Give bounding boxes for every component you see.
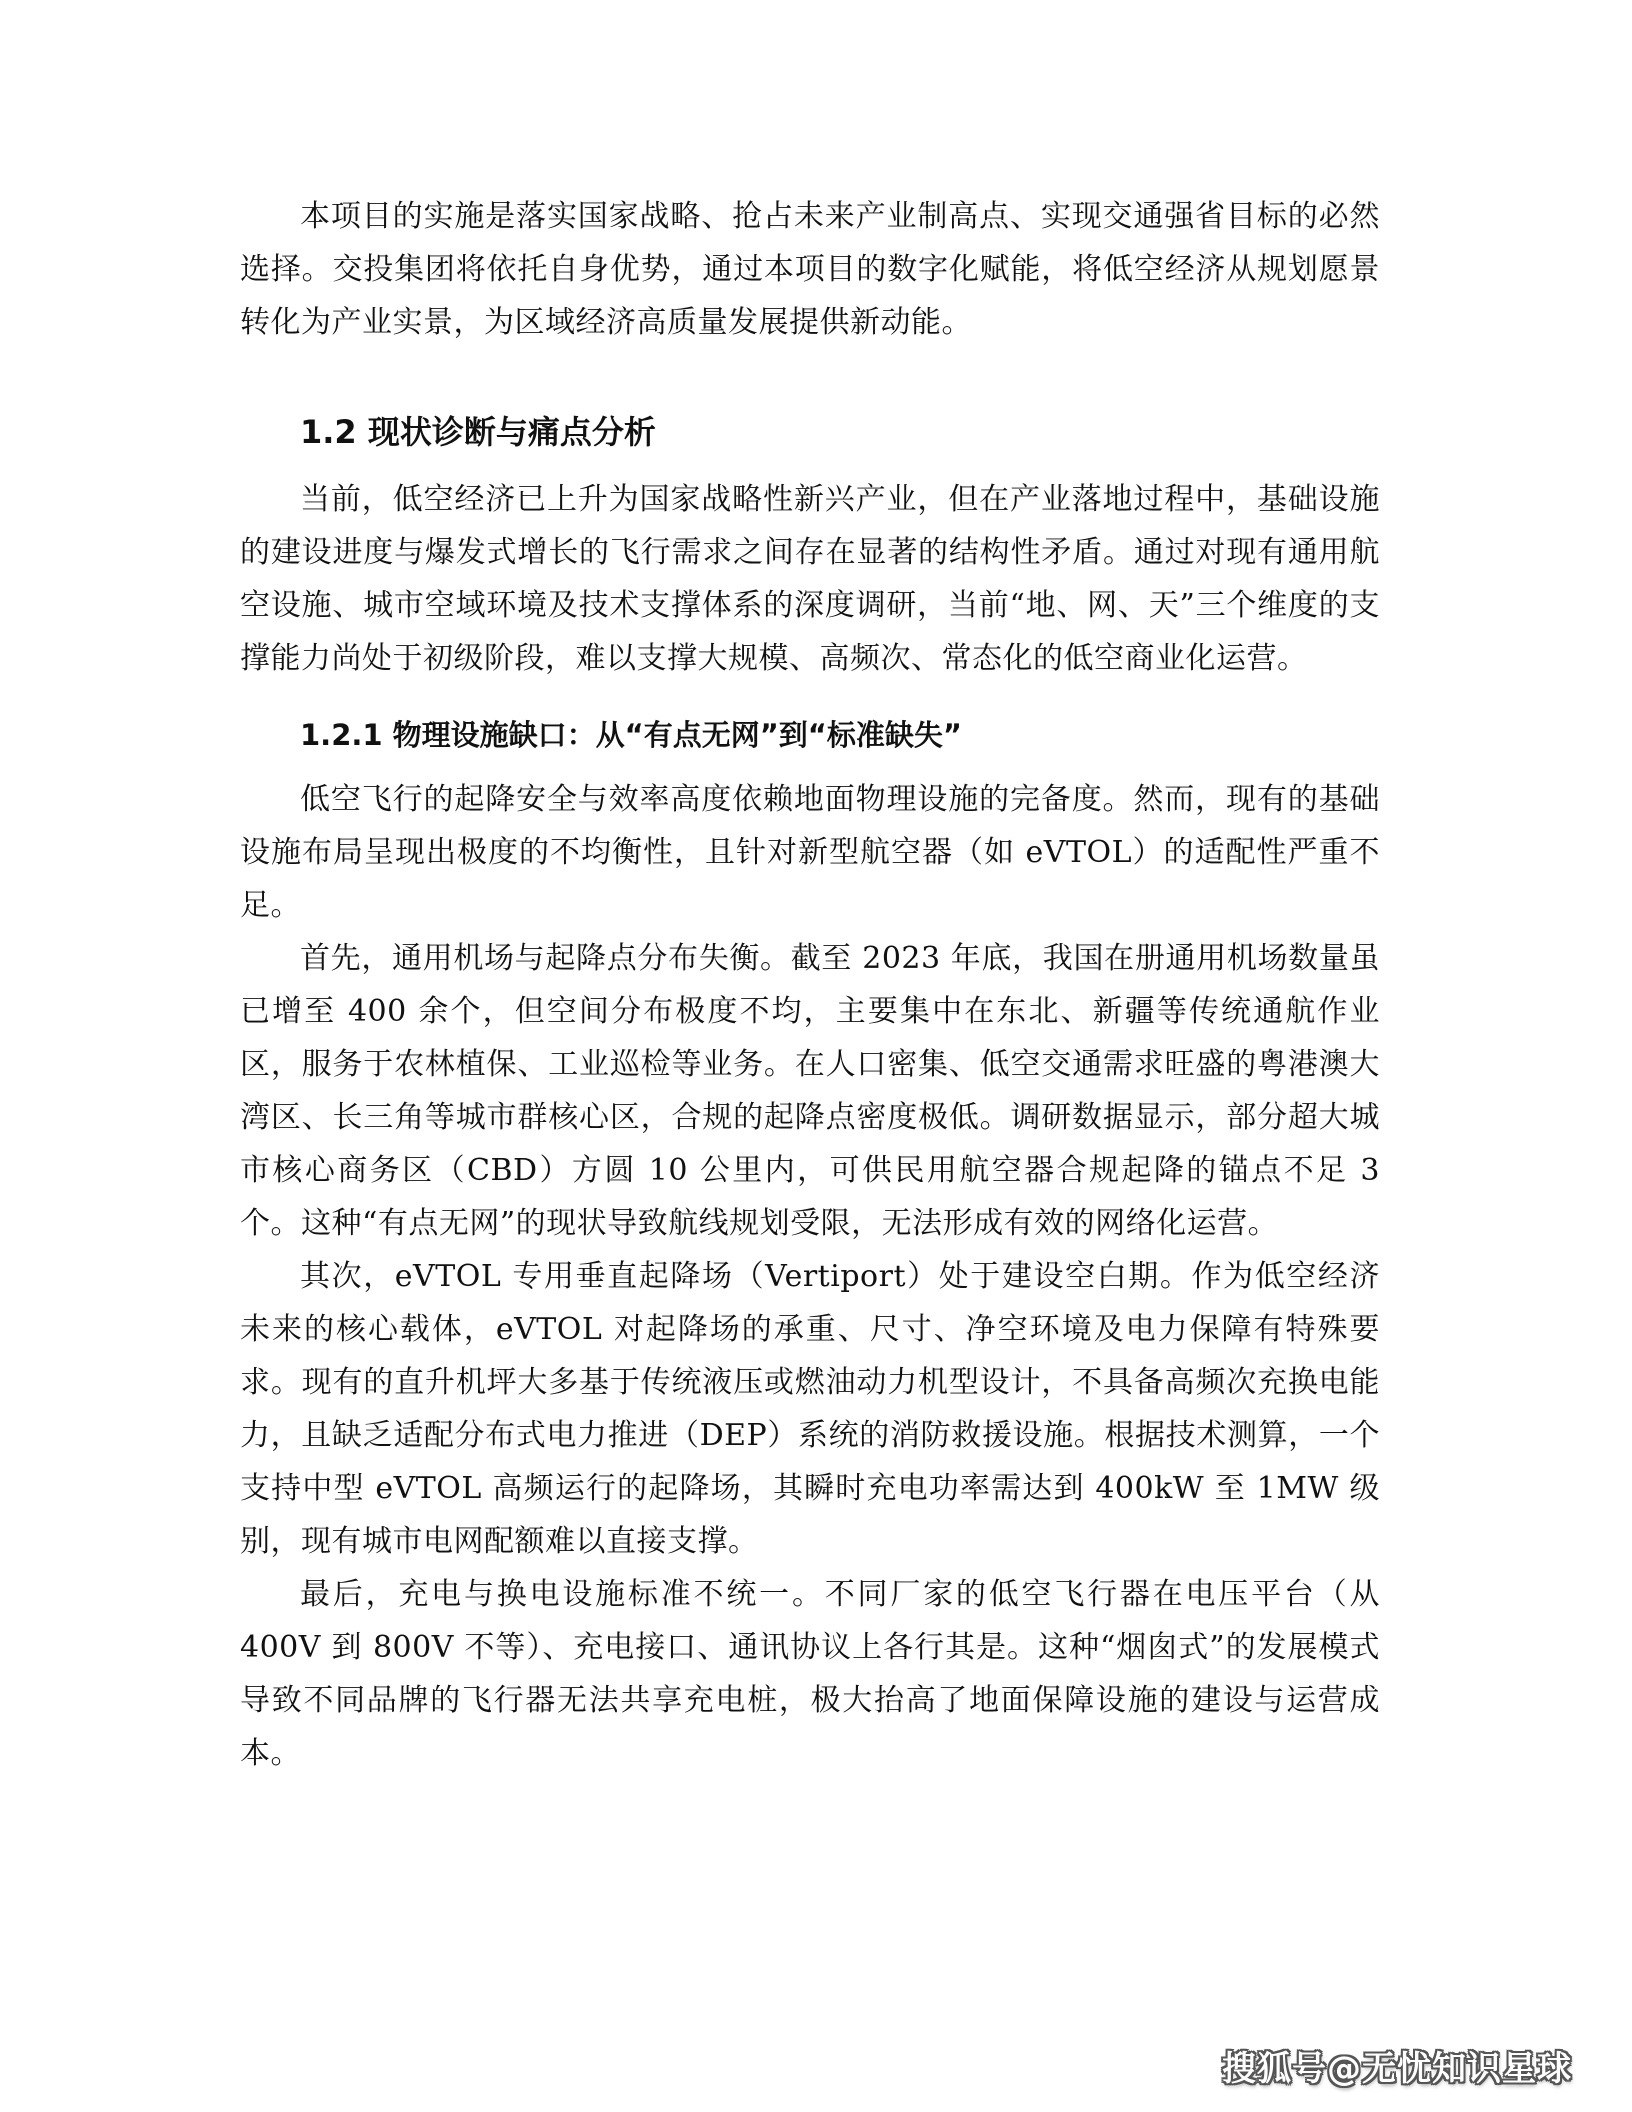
section-1-2-paragraph: 当前，低空经济已上升为国家战略性新兴产业，但在产业落地过程中，基础设施的建设进度与爆发式增长的飞行需求之间存在显著的结构性矛盾。通过对现有通用航空设施、城市空域环境及技术支撑体系的深度调研，当前“地、网、天”三个维度的支撑能力尚处于初级阶段，难以支撑大规模、高频次、常态化的低空商业化运营。: [240, 482, 1380, 676]
section-heading-1-2-1: 1.2.1 物理设施缺口：从“有点无网”到“标准缺失”: [300, 718, 962, 752]
section-1-2-1-paragraph: 其次，eVTOL 专用垂直起降场（Vertiport）处于建设空白期。作为低空经济未来的核心载体，eVTOL 对起降场的承重、尺寸、净空环境及电力保障有特殊要求。现有的直升机坪大多基于传统液压或燃油动力机型设计，不具备高频次充换电能力，且缺乏适配分布式电力推进（DEP）系统的消防救援设施。根据技术测算，一个支持中型 eVTOL 高频运行的起降场，其瞬时充电功率需达到 400kW 至 1MW 级别，现有城市电网配额难以直接支撑。: [240, 1259, 1380, 1559]
section-1-2-1-paragraph: 最后，充电与换电设施标准不统一。不同厂家的低空飞行器在电压平台（从 400V 到 800V 不等）、充电接口、通讯协议上各行其是。这种“烟囱式”的发展模式导致不同品牌的飞行器无法共享充电桩，极大抬高了地面保障设施的建设与运营成本。: [240, 1577, 1380, 1771]
document-page: [240, 190, 1380, 1780]
intro-paragraph: 本项目的实施是落实国家战略、抢占未来产业制高点、实现交通强省目标的必然选择。交投集团将依托自身优势，通过本项目的数字化赋能，将低空经济从规划愿景转化为产业实景，为区域经济高质量发展提供新动能。: [240, 199, 1380, 340]
section-heading-1-2: 1.2 现状诊断与痛点分析: [300, 413, 656, 451]
watermark: 搜狐号@无忧知识星球: [1222, 2049, 1572, 2089]
section-1-2-1-paragraph: 首先，通用机场与起降点分布失衡。截至 2023 年底，我国在册通用机场数量虽已增至 400 余个，但空间分布极度不均，主要集中在东北、新疆等传统通航作业区，服务于农林植保、工业巡检等业务。在人口密集、低空交通需求旺盛的粤港澳大湾区、长三角等城市群核心区，合规的起降点密度极低。调研数据显示，部分超大城市核心商务区（CBD）方圆 10 公里内，可供民用航空器合规起降的锚点不足 3 个。这种“有点无网”的现状导致航线规划受限，无法形成有效的网络化运营。: [240, 941, 1380, 1241]
section-1-2-1-paragraph: 低空飞行的起降安全与效率高度依赖地面物理设施的完备度。然而，现有的基础设施布局呈现出极度的不均衡性，且针对新型航空器（如 eVTOL）的适配性严重不足。: [240, 782, 1380, 923]
